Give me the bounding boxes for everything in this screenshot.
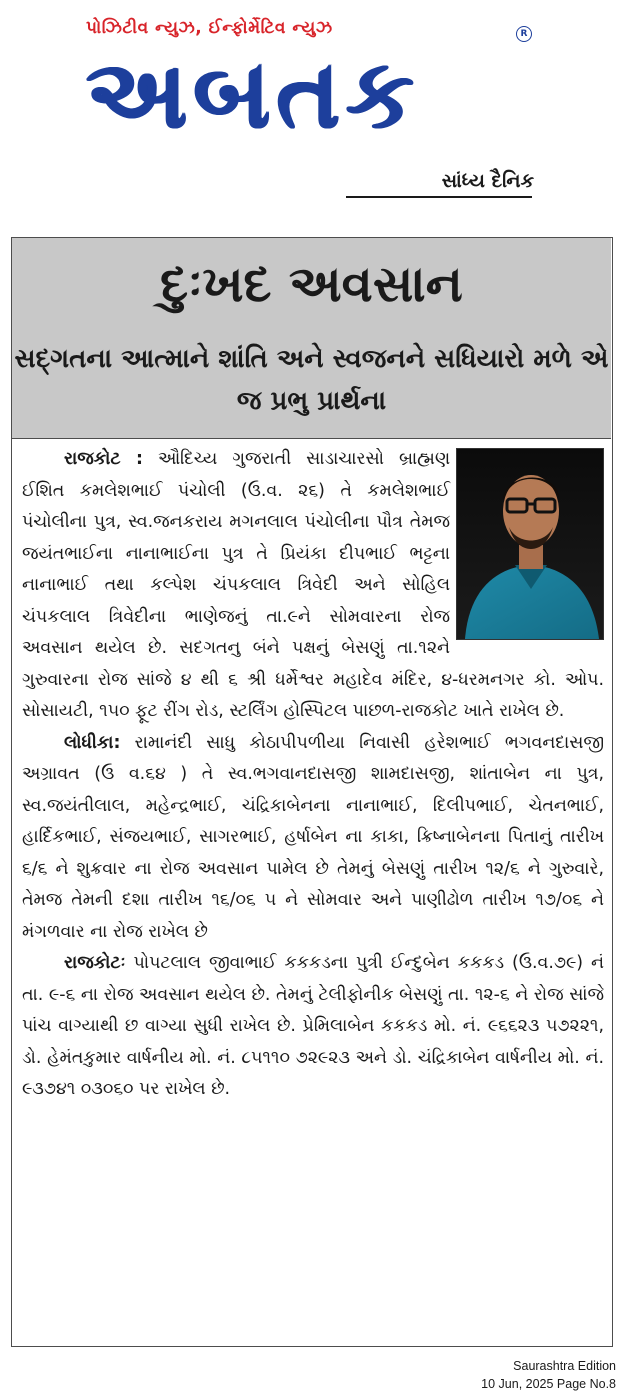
edition-footer	[376, 1357, 616, 1393]
obituary-body	[22, 444, 604, 1106]
obituary-clipping	[11, 237, 613, 1347]
photo-spacer	[456, 444, 604, 639]
entry-text: રામાનંદી સાધુ કોઠાપીપળીયા નિવાસી હરેશભાઈ ભગવનદાસજી અગ્રાવત (ઉ વ.૬૪ ) તે સ્વ.ભગવાનદાસજી શામદાસજી, શાંતાબેન ના પુત્ર, સ્વ.જયંતીલાલ, મહેન્દ્રભાઈ, ચંદ્રિકાબેનના નાનાભાઈ, દિલીપભાઈ, ચેતનભાઈ, હાર્દિકભાઈ, સંજયભાઈ, સાગરભાઈ, હર્ષાબેન ના કાકા, ક્રિષ્નાબેનના પિતાનું તારીખ ૬/૬ ને શુક્રવાર ના રોજ અવસાન પામેલ છે તેમનું બેસણું તારીખ ૧૨/૬ ને ગુરુવારે, તેમજ તેમની દશા તારીખ ૧૬/૦૬ ૫ ને સોમવાર અને પાણીઢોળ તારીખ ૧૭/૦૬ ને મંગળવાર ના રોજ રાખેલ છે	[22, 732, 604, 942]
registered-mark-icon: R	[516, 26, 532, 42]
headline: દુઃખદ અવસાન	[160, 255, 463, 313]
obituary-entry-rajkot-2	[22, 948, 604, 1106]
place-label: લોધીકા:	[64, 732, 121, 753]
edition-label: સાંધ્ય દૈનિક	[441, 170, 534, 192]
date-page: 10 Jun, 2025 Page No.8	[481, 1377, 616, 1391]
subheadline: સદ્‌ગતના આત્માને શાંતિ અને સ્વજનને સધિયારો મળે એ જ પ્રભુ પ્રાર્થના	[14, 344, 609, 416]
place-label: રાજકોટ :	[64, 449, 143, 469]
entry-text: ઔદિચ્ય ગુજરાતી સાડાચારસો બ્રાહ્મણ ઈશિત કમલેશભાઈ પંચોલી (ઉ.વ. ૨૬) તે કમલેશભાઈ પંચોલીના પુત્ર, સ્વ.જનકરાય મગનલાલ પંચોલીના પૌત્ર તેમજ જયંતભાઈના નાનાભાઈના પુત્ર તે પ્રિયંકા દીપભાઈ ભટ્ટના નાનાભાઈ તથા કલ્પેશ ચંપકલાલ ત્રિવેદી અને સોહિલ ચંપકલાલ ત્રિવેદીના ભાણેજનું તા.૯ને સોમવારના રોજ અવસાન થયેલ છે. સદગતનુ બંને પક્ષનું બેસણું તા.૧૨ને ગુરુવારના રોજ સાંજે ૪ થી ૬ શ્રી ધર્મેશ્વર મહાદેવ મંદિર, ૪-ધરમનગર કો. ઓપ. સોસાયટી, ૧૫૦ ફૂટ રીંગ રોડ, સ્ટર્લિંગ હોસ્પિટલ પાછળ-રાજકોટ ખાતે રાખેલ છે.	[22, 449, 604, 721]
tagline: પોઝિટીવ ન્યુઝ, ઈન્ફોર્મેટિવ ન્યુઝ	[86, 18, 333, 38]
masthead	[0, 0, 624, 230]
place-label: રાજકોટઃ	[64, 953, 126, 973]
headline-box	[12, 238, 611, 439]
obituary-entry-lodhika	[22, 728, 604, 949]
newspaper-logo: અબતક	[86, 38, 420, 150]
entry-text: પોપટલાલ જીવાભાઈ કકકડના પુત્રી ઈન્દુબેન કકકડ (ઉ.વ.૭૯) નં તા. ૯-૬ ના રોજ અવસાન થયેલ છે. તેમનું ટેલીફોનીક બેસણું તા. ૧૨-૬ ને રોજ સાંજે પાંચ વાગ્યાથી છ વાગ્યા સુધી રાખેલ છે. પ્રેમિલાબેન કકકડ મો. નં. ૯૬૬૨૩ ૫૭૨૨૧, ડો. હેમંતકુમાર વાર્ષનીય મો. નં. ૮૫૧૧૦ ૭૨૯૨૩ અને ડો. ચંદ્રિકાબેન વાર્ષનીય મો. નં. ૯૩૭૪૧ ૦૩૦૬૦ પર રાખેલ છે.	[22, 953, 604, 1099]
edition-name: Saurashtra Edition	[513, 1359, 616, 1373]
edition-underline	[346, 196, 532, 198]
